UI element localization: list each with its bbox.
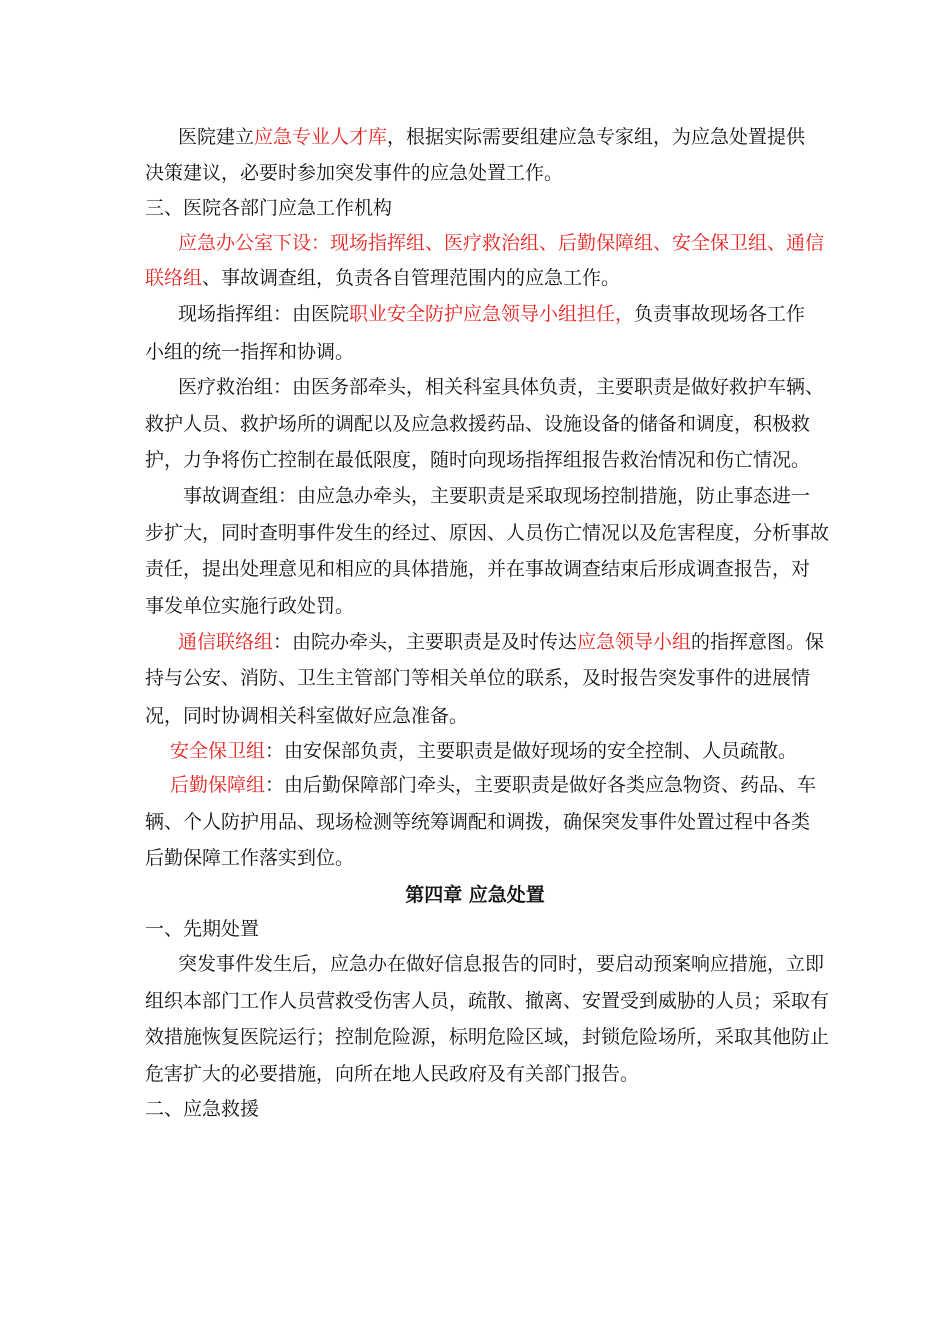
- paragraph-line: [145, 552, 810, 586]
- text-run: 持与公安、消防、卫生主管部门等相关单位的联系，及时报告突发事件的进展情: [145, 667, 811, 689]
- text-run: 医疗救治组：由医务部牵头，相关科室具体负责，主要职责是做好救护车辆、: [178, 376, 825, 398]
- paragraph-line: [145, 407, 810, 441]
- text-run: ：由后勤保障部门牵头，主要职责是做好各类应急物资、药品、车: [265, 774, 817, 796]
- text-run: 的指挥意图。保: [691, 631, 825, 653]
- paragraph-line: [145, 805, 810, 839]
- text-run: 步扩大，同时查明事件发生的经过、原因、人员伤亡情况以及危害程度，分析事故: [145, 522, 830, 544]
- text-run: 、事故调查组，负责各自管理范围内的应急工作。: [202, 267, 621, 289]
- highlighted-text: 应急专业人才库: [254, 126, 388, 148]
- highlighted-text: 后勤保障组: [170, 774, 266, 796]
- text-run: 小组的统一指挥和协调。: [145, 341, 355, 363]
- highlighted-text: 应急办公室下设：现场指挥组、医疗救治组、后勤保障组、安全保卫组、通信: [178, 232, 825, 254]
- text-run: 医院建立: [178, 126, 255, 148]
- text-run: 事发单位实施行政处罚。: [145, 595, 355, 617]
- section-heading: [145, 1092, 259, 1126]
- paragraph-line: [178, 947, 824, 981]
- text-run: 组织本部门工作人员营救受伤害人员，疏散、撤离、安置受到威胁的人员；采取有: [145, 990, 830, 1012]
- text-run: ：由院办牵头，主要职责是及时传达: [273, 631, 578, 653]
- text-run: 决策建议，必要时参加突发事件的应急处置工作。: [145, 162, 564, 184]
- text-run: ，根据实际需要组建应急专家组，为应急处置提供: [387, 126, 806, 148]
- paragraph-line: [145, 156, 563, 190]
- paragraph-line: [145, 589, 354, 623]
- paragraph-line: [178, 370, 824, 404]
- paragraph-line: [145, 261, 620, 295]
- highlighted-text: 通信联络组: [178, 631, 274, 653]
- text-run: 现场指挥组：由医院: [178, 303, 350, 325]
- text-run: 救护人员、救护场所的调配以及应急救援药品、设施设备的储备和调度，积极救: [145, 413, 811, 435]
- highlighted-text: 安全保卫组: [170, 740, 266, 762]
- text-run: 一、先期处置: [145, 918, 260, 940]
- highlighted-text: 职业安全防护应急领导小组担任，: [349, 303, 635, 325]
- text-run: 危害扩大的必要措施，向所在地人民政府及有关部门报告。: [145, 1063, 640, 1085]
- paragraph-line: [170, 734, 797, 768]
- paragraph-line: [178, 625, 824, 659]
- text-run: 事故调查组：由应急办牵头，主要职责是采取现场控制措施，防止事态进一: [183, 485, 811, 507]
- text-run: 辆、个人防护用品、现场检测等统筹调配和调拨，确保突发事件处置过程中各类: [145, 811, 811, 833]
- text-run: 二、应急救援: [145, 1098, 260, 1120]
- paragraph-line: [145, 516, 829, 550]
- text-run: 突发事件发生后，应急办在做好信息报告的同时，要启动预案响应措施，立即: [178, 953, 825, 975]
- text-run: 况，同时协调相关科室做好应急准备。: [145, 705, 469, 727]
- paragraph-line: [145, 699, 468, 733]
- text-run: 三、医院各部门应急工作机构: [145, 197, 393, 219]
- paragraph-line: [178, 120, 805, 154]
- paragraph-line: [145, 1057, 639, 1091]
- text-run: 责任，提出处理意见和相应的具体措施，并在事故调查结束后形成调查报告，对: [145, 558, 811, 580]
- section-heading: [145, 191, 392, 225]
- highlighted-text: 联络组: [145, 267, 203, 289]
- paragraph-line: [145, 1020, 829, 1054]
- text-run: 第四章 应急处置: [405, 884, 545, 906]
- section-heading: [145, 912, 259, 946]
- paragraph-line: [145, 984, 829, 1018]
- paragraph-line: [145, 335, 354, 369]
- chapter-title: [0, 878, 950, 912]
- text-run: 效措施恢复医院运行；控制危险源，标明危险区域，封锁危险场所，采取其他防止: [145, 1026, 830, 1048]
- paragraph-line: [145, 661, 810, 695]
- paragraph-line: [145, 443, 810, 477]
- text-run: 护，力争将伤亡控制在最低限度，随时向现场指挥组报告救治情况和伤亡情况。: [145, 449, 811, 471]
- paragraph-line: [183, 479, 810, 513]
- paragraph-line: [178, 297, 805, 331]
- text-run: ：由安保部负责，主要职责是做好现场的安全控制、人员疏散。: [265, 740, 798, 762]
- paragraph-line: [178, 226, 824, 260]
- highlighted-text: 应急领导小组: [577, 631, 692, 653]
- text-run: 后勤保障工作落实到位。: [145, 847, 355, 869]
- text-run: 负责事故现场各工作: [634, 303, 806, 325]
- paragraph-line: [145, 841, 354, 875]
- paragraph-line: [170, 768, 816, 802]
